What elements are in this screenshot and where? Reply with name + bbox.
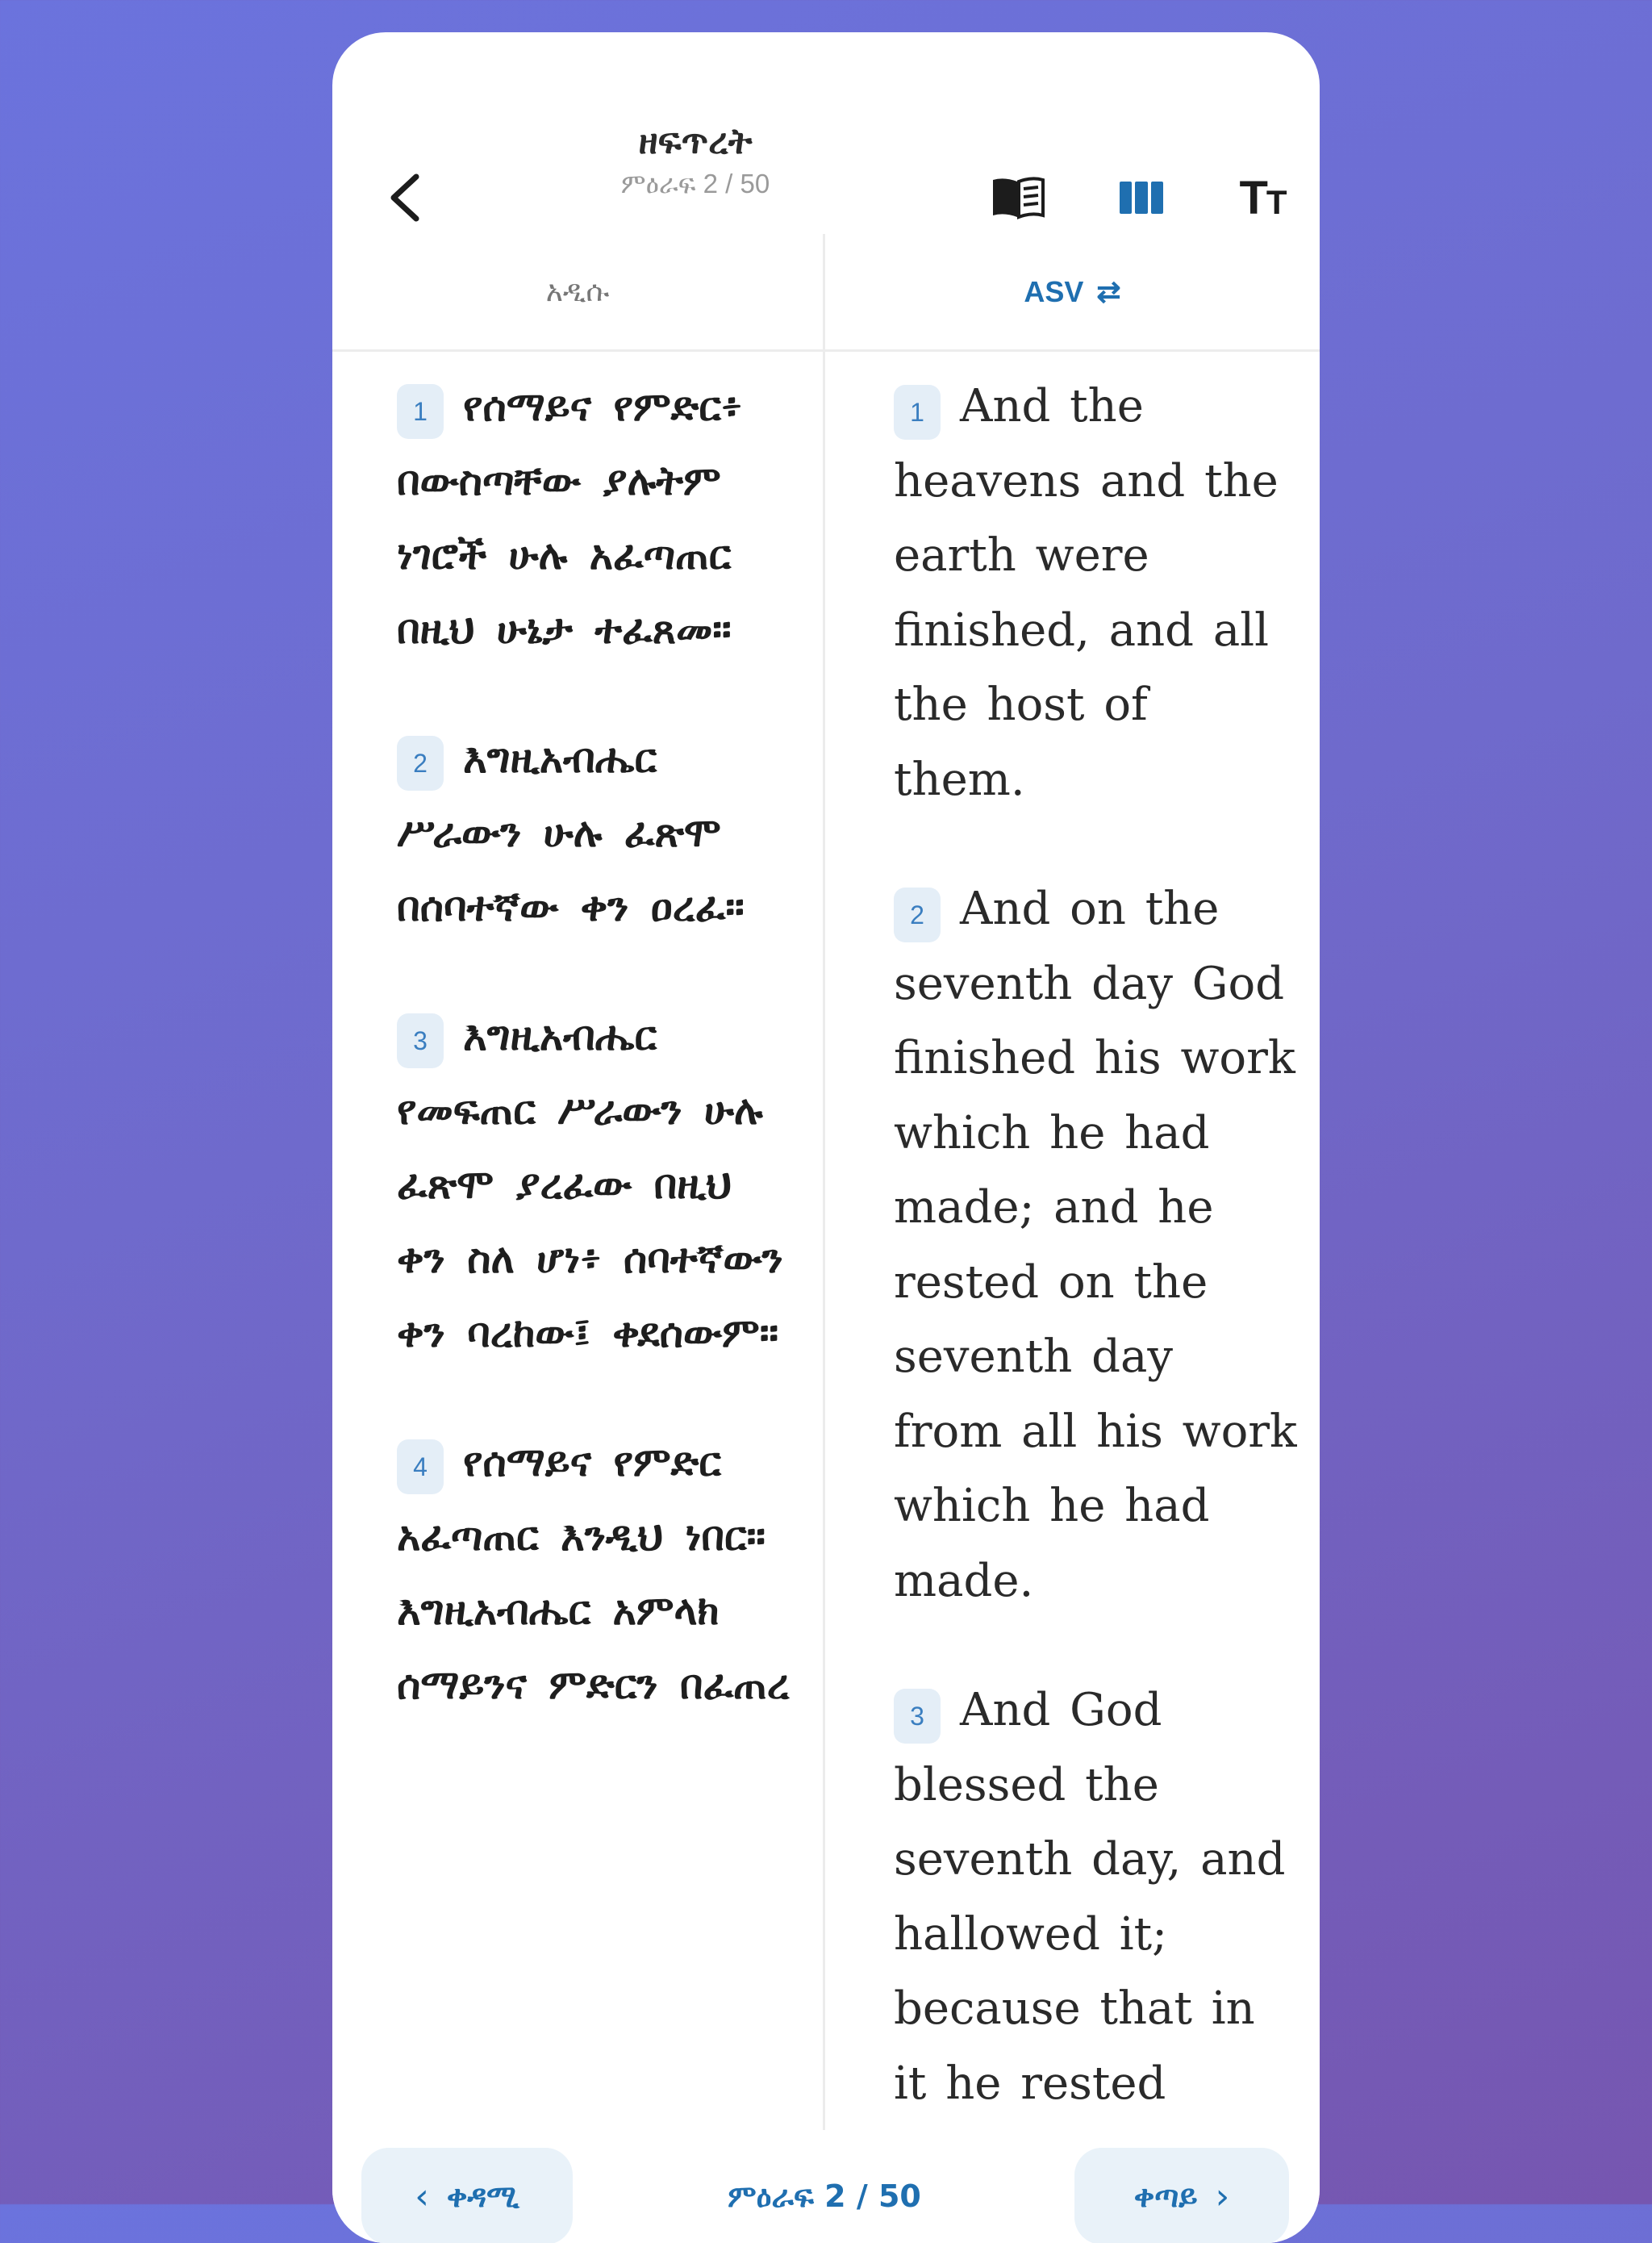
verse-number-badge: 4 xyxy=(397,1439,444,1494)
verse-number-badge: 3 xyxy=(894,1689,941,1744)
verse xyxy=(397,1425,800,1722)
verse-number-badge: 1 xyxy=(894,385,941,440)
text-size-icon: TT xyxy=(1239,171,1286,224)
translation-tabs xyxy=(332,234,1320,352)
chevron-right-icon: › xyxy=(1215,2175,1230,2217)
verse-text: የሰማይና የምድር አፈጣጠር እንዲህ ነበር። እግዚአብሔር አምላክ ሰማይንና ምድርን በፈጠረ xyxy=(397,1438,790,1708)
back-button[interactable] xyxy=(373,153,437,242)
tab-asv-label: ASV xyxy=(1024,274,1084,308)
verse-text: And God blessed the seventh day, and hallowed it; because that in it he rested xyxy=(894,1684,1286,2110)
verse-text: የሰማይና የምድር፥ በውስጣቸው ያሉትም ነገሮች ሁሉ አፈጣጠር በዚህ ሁኔታ ተፈጸመ። xyxy=(397,382,743,653)
header xyxy=(332,32,1320,234)
columns-icon xyxy=(1118,180,1165,215)
reader-card xyxy=(332,32,1320,2243)
verse-number-badge: 3 xyxy=(397,1013,444,1068)
verse-text: And the heavens and the earth were finished, and all the host of them. xyxy=(894,380,1279,806)
verse-number-badge: 1 xyxy=(397,384,444,439)
tab-amharic-label: አዲሱ xyxy=(545,274,610,308)
next-label: ቀጣይ xyxy=(1133,2178,1198,2214)
previous-chapter-button[interactable] xyxy=(361,2148,573,2243)
verse xyxy=(397,999,800,1370)
chapter-navigation-bar xyxy=(332,2130,1320,2243)
verse-text: And on the seventh day God finished his work which he had made; and he rested on the seventh day from all his work which he had made. xyxy=(894,883,1297,1607)
chevron-left-icon: ‹ xyxy=(415,2175,429,2217)
verse xyxy=(894,1673,1297,2121)
swap-icon: ⇄ xyxy=(1096,274,1121,308)
verse xyxy=(397,721,800,944)
verse xyxy=(894,370,1297,817)
verse-number-badge: 2 xyxy=(894,888,941,942)
next-chapter-button[interactable] xyxy=(1074,2148,1289,2243)
previous-label: ቀዳሚ xyxy=(446,2178,519,2214)
right-column-asv[interactable] xyxy=(894,370,1297,2130)
column-divider xyxy=(823,234,825,2130)
verse-number-badge: 2 xyxy=(397,736,444,791)
tab-asv[interactable] xyxy=(825,234,1320,349)
verse xyxy=(894,872,1297,1619)
chapter-subtitle: ምዕራፍ 2 / 50 xyxy=(620,168,770,198)
verse-text: እግዚአብሔር ሥራውን ሁሉ ፈጽሞ በሰባተኛው ቀን ዐረፈ። xyxy=(397,734,745,930)
columns-button[interactable] xyxy=(1105,165,1178,230)
left-column-amharic[interactable] xyxy=(397,370,800,2130)
tab-amharic[interactable] xyxy=(332,234,823,349)
chevron-left-icon xyxy=(387,172,423,223)
chapter-indicator: ምዕራፍ 2 / 50 xyxy=(728,2178,921,2214)
book-button[interactable] xyxy=(982,165,1054,230)
page-title: ዘፍጥረት xyxy=(638,121,753,162)
verse xyxy=(397,370,800,666)
open-book-icon xyxy=(990,175,1046,220)
verse-text: እግዚአብሔር የመፍጠር ሥራውን ሁሉ ፈጽሞ ያረፈው በዚህ ቀን ስለ ሆነ፥ ሰባተኛውን ቀን ባረከው፤ ቀደሰውም። xyxy=(397,1012,783,1356)
text-size-button[interactable] xyxy=(1226,165,1299,230)
title-block xyxy=(574,121,816,200)
